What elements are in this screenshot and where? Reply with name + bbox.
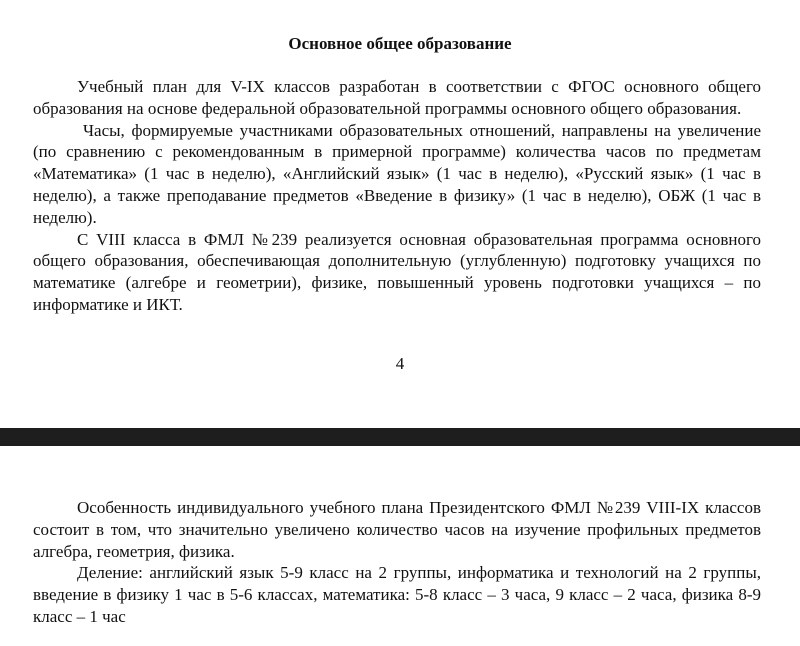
- paragraph-group-division: Деление: английский язык 5-9 класс на 2 группы, информатика и технологий на 2 группы, введение в физику 1 час в 5-6 классах, математика: 5-8 класс – 3 часа, 9 класс – 2 часа, физика 8-9 класс – 1 час: [33, 563, 761, 626]
- document-page-bottom: [0, 446, 800, 646]
- section-body-continued: [33, 497, 761, 628]
- page-divider: [0, 428, 800, 446]
- paragraph-extra-hours: Часы, формируемые участниками образовательных отношений, направлены на увеличение (по сравнению с рекомендованным в примерной программе) количества часов по предметам «Математика» (1 час в неделю), «Английский язык» (1 час в неделю), «Русский язык» (1 час в неделю), а также преподавание предметов «Введение в физику» (1 час в неделю), ОБЖ (1 час в неделю).: [33, 120, 761, 227]
- paragraph-advanced-program: С VIII класса в ФМЛ №239 реализуется основная образовательная программа основного общего образования, обеспечивающая дополнительную (углубленную) подготовку учащихся по математике (алгебре и геометрии), физике, повышенный уровень подготовки учащихся – по информатике и ИКТ.: [33, 229, 761, 314]
- section-body: [33, 76, 761, 316]
- paragraph-curriculum-basis: Учебный план для V-IX классов разработан в соответствии с ФГОС основного общего образования на основе федеральной образовательной программы основного общего образования.: [33, 77, 761, 118]
- paragraph-individual-plan: Особенность индивидуального учебного плана Президентского ФМЛ №239 VIII-IX классов состоит в том, что значительно увеличено количество часов на изучение профильных предметов алгебра, геометрия, физика.: [33, 498, 761, 561]
- page-number: 4: [395, 354, 405, 373]
- section-title: Основное общее образование: [288, 34, 512, 53]
